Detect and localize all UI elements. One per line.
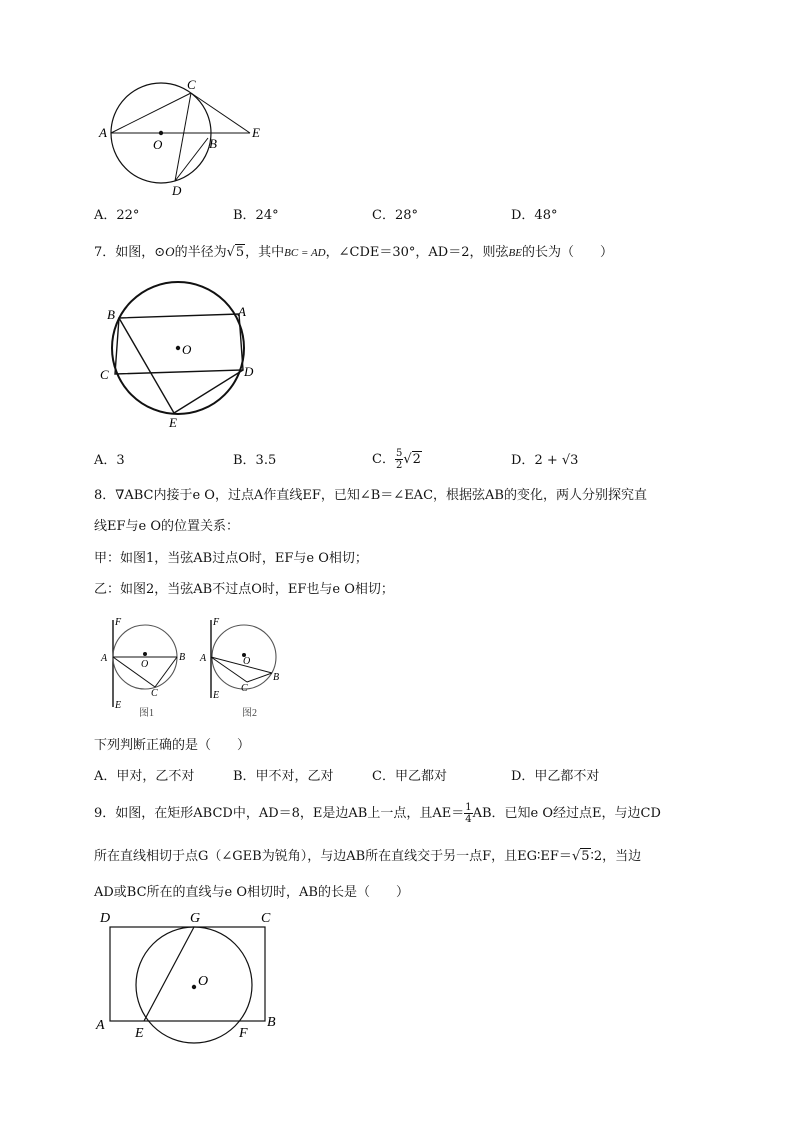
q8-fig1-center-dot bbox=[143, 652, 147, 656]
q7-option-d-prefix: D． bbox=[511, 453, 535, 468]
q9-line1-a: 9．如图，在矩形ABCD中，AD＝8，E是边AB上一点，且AE＝ bbox=[94, 806, 465, 821]
q7-label-o: O bbox=[182, 342, 192, 357]
q8-option-a: A．甲对，乙不对 bbox=[94, 769, 195, 784]
q8-fig2-label-c: C bbox=[241, 683, 248, 694]
q8-question: 下列判断正确的是（ ） bbox=[94, 738, 251, 753]
q9-rectangle bbox=[110, 927, 265, 1021]
q8-fig2-line-ab bbox=[211, 657, 272, 673]
q6-line-cd bbox=[175, 93, 191, 181]
q9-label-f: F bbox=[239, 1026, 248, 1041]
q6-option-a: A．22° bbox=[94, 208, 140, 223]
q8-line3: 甲：如图1，当弦AB过点O时，EF与e O相切； bbox=[94, 551, 368, 566]
q8-fig2-line-ac bbox=[211, 657, 247, 682]
q9-line-eg bbox=[144, 927, 194, 1021]
q9-label-g: G bbox=[190, 911, 201, 926]
q6-option-c: C．28° bbox=[372, 208, 418, 223]
q7-center-dot bbox=[176, 346, 180, 350]
q7-label-d: D bbox=[244, 364, 254, 379]
q7-line-be bbox=[119, 318, 174, 413]
q6-line-ac bbox=[111, 93, 191, 133]
q9-line2-a: 所在直线相切于点G（∠GEB为锐角），与边AB所在直线交于另一点F，且EG∶EF＝ bbox=[94, 849, 572, 864]
q9-frac-num: 1 bbox=[465, 802, 472, 813]
q6-label-e: E bbox=[252, 125, 260, 140]
q8-fig1-label-c: C bbox=[151, 688, 158, 699]
q9-frac-den: 4 bbox=[465, 814, 472, 825]
q8-fig2-label-a: A bbox=[200, 653, 207, 664]
q8-figure-1 bbox=[98, 612, 192, 722]
q8-option-b: B．甲不对，乙对 bbox=[233, 769, 334, 784]
q7-stem: 7．如图，⊙O的半径为√5，其中BC = AD，∠CDE＝30°，AD＝2，则弦BE的长为（ ） bbox=[94, 244, 613, 260]
q8-fig1-label-o: O bbox=[141, 659, 149, 670]
q7-label-b: B bbox=[107, 307, 115, 322]
q7-stem-e: 的长为（ ） bbox=[521, 245, 613, 260]
q7-figure bbox=[96, 278, 266, 430]
q8-figure-2 bbox=[196, 612, 286, 722]
q7-option-d bbox=[511, 452, 578, 470]
q7-label-c: C bbox=[100, 367, 109, 382]
q8-fig2-label-o: O bbox=[243, 656, 251, 667]
q9-label-o: O bbox=[198, 974, 209, 989]
q6-label-d: D bbox=[172, 183, 182, 198]
q8-fig2-label-e: E bbox=[213, 690, 220, 701]
q8-fig1-caption: 图1 bbox=[139, 708, 154, 719]
q7-label-a: A bbox=[238, 304, 246, 319]
q9-label-e: E bbox=[135, 1026, 144, 1041]
q7-stem-a: 7．如图， bbox=[94, 245, 155, 260]
q7-option-d-rad: 2 + √3 bbox=[534, 453, 579, 468]
q6-label-o: O bbox=[153, 137, 163, 152]
q8-fig1-label-a: A bbox=[101, 653, 108, 664]
q9-line2-rad: 5 bbox=[581, 849, 590, 864]
q8-option-c: C．甲乙都对 bbox=[372, 769, 447, 784]
q9-label-a: A bbox=[96, 1018, 105, 1033]
q7-option-c-den: 2 bbox=[395, 460, 403, 471]
q6-line-ce bbox=[191, 93, 250, 133]
q7-stem-c: ，其中 bbox=[245, 245, 285, 260]
q8-fig1-label-f: F bbox=[115, 617, 122, 628]
q8-line1: 8．∇ABC内接于e O，过点A作直线EF，已知∠B＝∠EAC，根据弦AB的变化，两人分别探究直 bbox=[94, 488, 647, 503]
q6-label-c: C bbox=[187, 77, 196, 92]
q9-line2-b: ∶2，当边 bbox=[590, 849, 642, 864]
q8-line4: 乙：如图2，当弦AB不过点O时，EF也与e O相切； bbox=[94, 582, 394, 597]
q8-fig2-caption: 图2 bbox=[242, 708, 257, 719]
q7-stem-b: 的半径为 bbox=[174, 245, 227, 260]
q7-be: BE bbox=[508, 247, 522, 259]
q6-label-a: A bbox=[99, 125, 107, 140]
q6-figure bbox=[92, 74, 272, 200]
q6-label-b: B bbox=[209, 136, 217, 151]
q7-label-e: E bbox=[169, 415, 177, 430]
q9-line3: AD或BC所在的直线与e O相切时，AB的长是（ ） bbox=[94, 885, 409, 900]
q8-fig1-line-ac bbox=[113, 657, 155, 687]
q6-option-d: D．48° bbox=[511, 208, 558, 223]
q6-center-dot bbox=[159, 131, 163, 135]
q8-fig2-label-b: B bbox=[273, 672, 280, 683]
q9-center-dot bbox=[192, 985, 196, 989]
q7-option-a: A．3 bbox=[94, 453, 125, 468]
q9-line2: 所在直线相切于点G（∠GEB为锐角），与边AB所在直线交于另一点F，且EG∶EF＝√5∶2，当边 bbox=[94, 849, 642, 864]
q8-fig1-label-b: B bbox=[179, 652, 186, 663]
q7-option-c-prefix: C． bbox=[372, 452, 395, 467]
q9-label-b: B bbox=[267, 1015, 276, 1030]
q7-option-c-num: 5 bbox=[395, 448, 403, 459]
q7-stem-d: ，∠CDE＝30°，AD＝2，则弦 bbox=[325, 245, 509, 260]
q7-sqrt5: 5 bbox=[235, 245, 245, 260]
q9-line1 bbox=[94, 798, 661, 830]
q8-option-d: D．甲乙都不对 bbox=[511, 769, 600, 784]
q8-line2: 线EF与e O的位置关系： bbox=[94, 519, 239, 534]
q6-option-b: B．24° bbox=[233, 208, 279, 223]
q9-label-c: C bbox=[261, 911, 271, 926]
q9-fraction bbox=[464, 802, 472, 825]
q7-option-c-fraction bbox=[395, 448, 403, 471]
q9-label-d: D bbox=[100, 911, 111, 926]
q9-figure bbox=[92, 906, 288, 1046]
q9-line1-b: AB．已知e O经过点E，与边CD bbox=[472, 806, 661, 821]
q8-fig2-label-f: F bbox=[213, 617, 220, 628]
q7-arc-eq: BC = AD bbox=[284, 247, 326, 259]
q7-option-b: B．3.5 bbox=[233, 453, 277, 468]
q7-option-c-rad: 2 bbox=[412, 452, 421, 467]
q7-option-c: C． $\frac{5}{2}$ √2 bbox=[372, 448, 421, 471]
q8-fig1-label-e: E bbox=[115, 700, 122, 711]
q7-circle-o: ⊙O bbox=[154, 244, 175, 259]
